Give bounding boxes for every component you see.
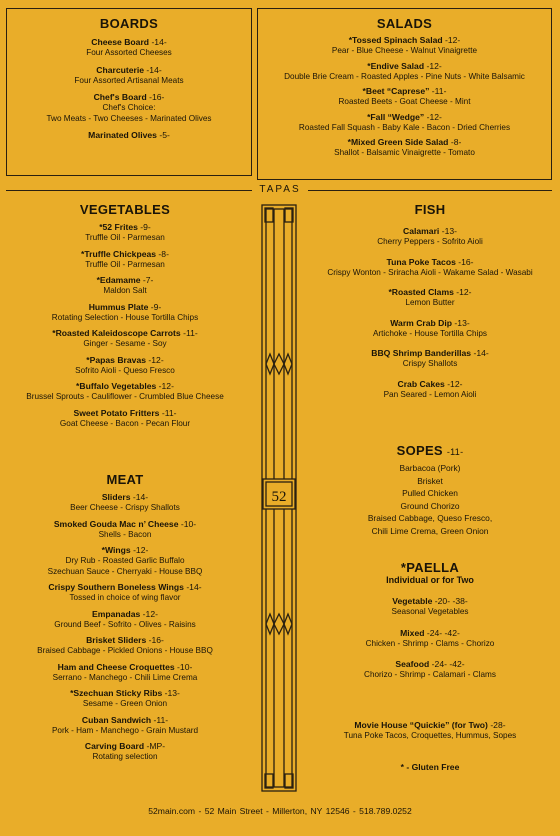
- menu-item-heading: [0, 249, 250, 260]
- menu-item: [300, 226, 560, 248]
- menu-item-name: Hummus Plate: [88, 301, 149, 312]
- special-desc: Tuna Poke Tacos, Croquettes, Hummus, Sopes: [343, 731, 517, 740]
- menu-item: [258, 35, 551, 57]
- menu-item-description: Chicken - Shrimp - Clams - Chorizo: [365, 638, 495, 648]
- menu-item-description: Crispy Wonton - Sriracha Aioli - Wakame Salad - Wasabi: [327, 267, 533, 277]
- menu-item: [0, 609, 250, 631]
- fish-list: [300, 226, 560, 400]
- menu-item-name: *Roasted Clams: [388, 287, 454, 297]
- menu-item: [0, 328, 250, 350]
- menu-item-heading: [7, 92, 251, 103]
- menu-item-description: Four Assorted Artisanal Meats: [74, 75, 184, 85]
- special-name: Movie House “Quickie” (for Two): [354, 720, 488, 730]
- menu-item-description: Roasted Beets - Goat Cheese - Mint: [338, 97, 471, 106]
- menu-item: [300, 287, 560, 309]
- menu-item-description: Serrano - Manchego - Chili Lime Crema: [52, 672, 198, 682]
- menu-item-price: -12-: [426, 111, 442, 122]
- menu-item-description: Cherry Peppers - Sofrito Aioli: [377, 237, 483, 246]
- menu-item-name: Crispy Southern Boneless Wings: [48, 582, 184, 592]
- menu-item-name: Cuban Sandwich: [81, 714, 152, 725]
- menu-item-price: -12-: [148, 354, 164, 365]
- menu-item-name: *Edamame: [96, 275, 141, 285]
- sopes-line: Ground Chorizo: [400, 500, 460, 511]
- menu-item-price: -10-: [180, 518, 197, 529]
- menu-item-description: Truffle Oil - Parmesan: [85, 259, 165, 269]
- menu-item: [300, 379, 560, 401]
- menu-item: [300, 628, 560, 650]
- menu-item-name: Chef's Board: [93, 92, 147, 102]
- paella-list: [300, 596, 560, 681]
- menu-item: [300, 318, 560, 340]
- menu-item: [258, 137, 551, 159]
- menu-item-description: Braised Cabbage - Pickled Onions - House BBQ: [37, 646, 213, 655]
- menu-item-description: Roasted Fall Squash - Baby Kale - Bacon - Dried Cherries: [298, 122, 511, 132]
- menu-item-description: Ginger - Sesame - Soy: [83, 339, 167, 348]
- emblem-52: 52: [271, 489, 287, 505]
- menu-item-price: -11-: [153, 714, 169, 725]
- tapas-label: TAPAS: [259, 184, 301, 195]
- menu-item-heading: [258, 61, 551, 72]
- menu-item-heading: [258, 137, 551, 148]
- menu-item: [300, 659, 560, 681]
- menu-item-price: -8-: [450, 137, 462, 147]
- paella-section: [300, 560, 560, 681]
- menu-item-heading: [0, 688, 250, 699]
- menu-item-description: Chef's Choice:: [102, 103, 156, 112]
- menu-item: [7, 37, 251, 59]
- vegetables-title: VEGETABLES: [79, 202, 171, 217]
- menu-item-name: Mixed: [400, 627, 425, 638]
- menu-item-price: -10-: [177, 661, 193, 672]
- menu-item-price: -14-: [146, 64, 162, 75]
- boards-box: [6, 8, 252, 176]
- menu-item-price: -12-: [426, 60, 442, 71]
- menu-item-description: Sesame - Green Onion: [82, 699, 168, 708]
- menu-item-description: Szechuan Sauce - Cherryaki - House BBQ: [47, 566, 203, 576]
- menu-item-description: Rotating selection: [92, 752, 158, 761]
- menu-item-heading: [300, 318, 560, 329]
- menu-item-heading: [0, 222, 250, 233]
- menu-item-heading: [0, 492, 250, 503]
- menu-item-price: -9-: [150, 301, 162, 312]
- sopes-lines: [300, 462, 560, 537]
- vegetables-section: [0, 202, 250, 429]
- menu-item: [0, 582, 250, 604]
- menu-item-name: *Fall “Wedge”: [367, 111, 425, 122]
- menu-item-name: Tuna Poke Tacos: [386, 256, 456, 267]
- menu-item-description: Rotating Selection - House Tortilla Chips: [51, 312, 199, 322]
- menu-item-name: *Papas Bravas: [86, 354, 147, 365]
- menu-item-heading: [0, 328, 250, 339]
- special-section: [300, 716, 560, 772]
- menu-item-name: *52 Frites: [99, 222, 138, 232]
- menu-item-name: *Roasted Kaleidoscope Carrots: [52, 328, 181, 338]
- menu-item-price: -16-: [149, 92, 165, 102]
- fish-section: [300, 202, 560, 400]
- menu-item-name: Seafood: [395, 659, 430, 669]
- menu-item-price: -13-: [454, 317, 470, 328]
- menu-item-price: -20- -38-: [434, 596, 468, 606]
- menu-item-description: Ground Beef - Sofrito - Olives - Raisins: [54, 619, 196, 629]
- menu-item-description: Sofrito Aioli - Queso Fresco: [75, 365, 175, 375]
- menu-item-heading: [0, 302, 250, 313]
- menu-item: [300, 257, 560, 279]
- menu-item-price: -14-: [132, 492, 149, 502]
- menu-item: [300, 348, 560, 370]
- menu-item: [0, 519, 250, 541]
- menu-item-price: -11-: [183, 328, 198, 338]
- menu-item-heading: [0, 635, 250, 646]
- menu-item: [258, 61, 551, 83]
- menu-item-name: Empanadas: [92, 608, 141, 619]
- menu-item-heading: [0, 662, 250, 673]
- menu-item-heading: [7, 130, 251, 141]
- fish-title: FISH: [414, 202, 446, 217]
- menu-item-heading: [258, 86, 551, 97]
- menu-item-name: *Mixed Green Side Salad: [347, 137, 449, 147]
- gluten-free-note: * - Gluten Free: [400, 761, 460, 772]
- menu-item-price: -24- -42-: [426, 627, 460, 638]
- menu-item-price: -14-: [186, 582, 202, 592]
- menu-item: [0, 249, 250, 271]
- menu-item-heading: [0, 741, 250, 752]
- salads-box: [257, 8, 552, 180]
- menu-item: [0, 545, 250, 577]
- paella-title: *PAELLA: [400, 560, 460, 575]
- menu-item-price: -5-: [159, 130, 170, 140]
- menu-item-price: -16-: [458, 256, 474, 267]
- menu-item-heading: [300, 257, 560, 268]
- menu-item-description: Brussel Sprouts - Cauliflower - Crumbled Blue Cheese: [26, 392, 224, 401]
- tapas-rule-left: [6, 190, 252, 191]
- menu-item-name: *Beet “Caprese”: [362, 86, 430, 96]
- meat-list: [0, 492, 250, 763]
- menu-item-name: Charcuterie: [96, 64, 145, 75]
- menu-item-description: Artichoke - House Tortilla Chips: [372, 328, 488, 338]
- menu-item-price: -9-: [140, 222, 151, 232]
- menu-item-description: Dry Rub - Roasted Garlic Buffalo: [65, 556, 185, 565]
- menu-item-price: -13-: [441, 226, 457, 236]
- menu-item-description: Tossed in choice of wing flavor: [69, 593, 181, 602]
- menu-item-name: *Tossed Spinach Salad: [348, 35, 443, 45]
- menu-item-name: Sweet Potato Fritters: [73, 407, 160, 418]
- menu-item-description: Seasonal Vegetables: [391, 607, 469, 616]
- menu-item-price: -12-: [133, 545, 149, 555]
- menu-item-description: Pear - Blue Cheese - Walnut Vinaigrette: [331, 46, 478, 55]
- menu-item-heading: [7, 65, 251, 76]
- menu-item-description: Double Brie Cream - Roasted Apples - Pine Nuts - White Balsamic: [284, 71, 525, 81]
- footer-contact: 52main.com - 52 Main Street - Millerton, NY 12546 - 518.789.0252: [148, 806, 412, 816]
- menu-item-name: Cheese Board: [91, 37, 150, 47]
- menu-item-heading: [300, 379, 560, 390]
- menu-item-heading: [0, 609, 250, 620]
- menu-item-name: Sliders: [101, 492, 131, 502]
- menu-item-description: Pork - Ham - Manchego - Grain Mustard: [51, 725, 199, 735]
- meat-title: MEAT: [106, 472, 144, 487]
- menu-item-price: -12-: [445, 35, 461, 45]
- menu-item-name: *Endive Salad: [367, 60, 425, 71]
- menu-item: [0, 355, 250, 377]
- salads-list: [258, 35, 551, 159]
- menu-item-heading: [7, 37, 251, 48]
- menu-item-description: Pan Seared - Lemon Aioli: [383, 389, 477, 399]
- menu-item: [0, 715, 250, 737]
- menu-item-price: -12-: [158, 381, 174, 391]
- sopes-line: Braised Cabbage, Queso Fresco,: [367, 513, 493, 523]
- menu-item-name: Crab Cakes: [397, 378, 445, 389]
- sopes-line: Pulled Chicken: [402, 488, 458, 498]
- menu-item-name: Warm Crab Dip: [390, 317, 453, 328]
- menu-item-heading: [0, 275, 250, 286]
- boards-title: BOARDS: [99, 16, 159, 31]
- sopes-section: [300, 443, 560, 537]
- special-item: [300, 720, 560, 742]
- menu-item-price: -MP-: [146, 741, 166, 751]
- salads-title: SALADS: [376, 16, 433, 31]
- menu-item-description: Two Meats - Two Cheeses - Marinated Olives: [46, 113, 212, 123]
- menu-item-heading: [0, 715, 250, 726]
- menu-item: [7, 92, 251, 124]
- menu-item-heading: [0, 355, 250, 366]
- menu-item-description: Shallot - Balsamic Vinaigrette - Tomato: [334, 148, 475, 157]
- menu-item: [0, 381, 250, 403]
- menu-item-price: -12-: [456, 287, 472, 297]
- menu-item-description: Crispy Shallots: [402, 359, 458, 368]
- menu-item: [0, 302, 250, 324]
- sopes-line: Chili Lime Crema, Green Onion: [371, 525, 489, 536]
- menu-item-price: -12-: [142, 608, 158, 619]
- menu-item-price: -24- -42-: [431, 659, 465, 669]
- menu-item: [0, 492, 250, 514]
- sopes-line: Brisket: [417, 475, 443, 486]
- menu-item-name: *Szechuan Sticky Ribs: [70, 688, 163, 698]
- menu-item-heading: [0, 545, 250, 556]
- menu-item-description: Lemon Butter: [405, 298, 455, 307]
- menu-item-name: Brisket Sliders: [86, 635, 147, 645]
- menu-item-heading: [300, 628, 560, 639]
- menu-item-heading: [0, 582, 250, 593]
- ornamental-pillar-divider: [260, 204, 300, 794]
- menu-item-price: -11-: [161, 407, 177, 418]
- menu-item-description: Maldon Salt: [103, 286, 147, 295]
- menu-item: [258, 86, 551, 108]
- menu-item-name: *Wings: [101, 545, 131, 555]
- menu-item-name: *Buffalo Vegetables: [76, 381, 157, 391]
- menu-item-heading: [0, 519, 250, 530]
- menu-item-heading: [258, 35, 551, 46]
- menu-item-name: *Truffle Chickpeas: [81, 248, 157, 259]
- menu-item: [0, 741, 250, 763]
- menu-item-price: -12-: [447, 378, 463, 389]
- menu-item-price: -13-: [164, 688, 180, 698]
- menu-item-description: Truffle Oil - Parmesan: [85, 233, 165, 242]
- menu-item-description: Beer Cheese - Crispy Shallots: [70, 503, 180, 512]
- sopes-line: Barbacoa (Pork): [399, 463, 461, 473]
- menu-item-price: -8-: [158, 248, 169, 259]
- menu-item-heading: [300, 287, 560, 298]
- menu-item-price: -16-: [148, 635, 164, 645]
- menu-item: [258, 112, 551, 134]
- menu-item: [0, 635, 250, 657]
- menu-item-heading: [300, 226, 560, 237]
- menu-item: [0, 408, 250, 430]
- menu-item-heading: [300, 596, 560, 607]
- menu-item: [0, 688, 250, 710]
- menu-item: [300, 596, 560, 618]
- menu-item-heading: [0, 408, 250, 419]
- menu-item-name: Vegetable: [392, 596, 433, 606]
- menu-item-description: Shells - Bacon: [98, 529, 152, 539]
- menu-item-name: Marinated Olives: [88, 130, 157, 140]
- menu-item-heading: [300, 659, 560, 670]
- menu-item-price: -14-: [151, 37, 167, 47]
- menu-item-heading: [258, 112, 551, 123]
- menu-item: [7, 65, 251, 87]
- menu-item: [0, 662, 250, 684]
- menu-item-name: Ham and Cheese Croquettes: [57, 661, 175, 672]
- menu-item-price: -7-: [142, 275, 154, 285]
- special-price: -28-: [490, 720, 506, 730]
- menu-item-name: BBQ Shrimp Banderillas: [371, 348, 472, 358]
- menu-item: [0, 222, 250, 244]
- menu-item-name: Carving Board: [84, 741, 145, 751]
- sopes-title: SOPES: [396, 443, 443, 458]
- boards-list: [7, 37, 251, 141]
- menu-item-price: -11-: [431, 86, 447, 96]
- menu-item-heading: [0, 381, 250, 392]
- meat-section: [0, 472, 250, 763]
- vegetables-list: [0, 222, 250, 429]
- menu-item-name: Smoked Gouda Mac n’ Cheese: [53, 518, 179, 529]
- tapas-rule-right: [308, 190, 552, 191]
- paella-subtitle: Individual or for Two: [386, 575, 474, 585]
- menu-item-description: Four Assorted Cheeses: [86, 48, 172, 57]
- menu-item-name: Calamari: [403, 226, 440, 236]
- menu-item-description: Chorizo - Shrimp - Calamari - Clams: [364, 670, 496, 679]
- menu-item-heading: [300, 348, 560, 359]
- menu-item: [0, 275, 250, 297]
- menu-item-price: -14-: [473, 348, 489, 358]
- menu-item: [7, 130, 251, 141]
- sopes-price: -11-: [446, 447, 464, 457]
- menu-item-description: Goat Cheese - Bacon - Pecan Flour: [59, 418, 191, 428]
